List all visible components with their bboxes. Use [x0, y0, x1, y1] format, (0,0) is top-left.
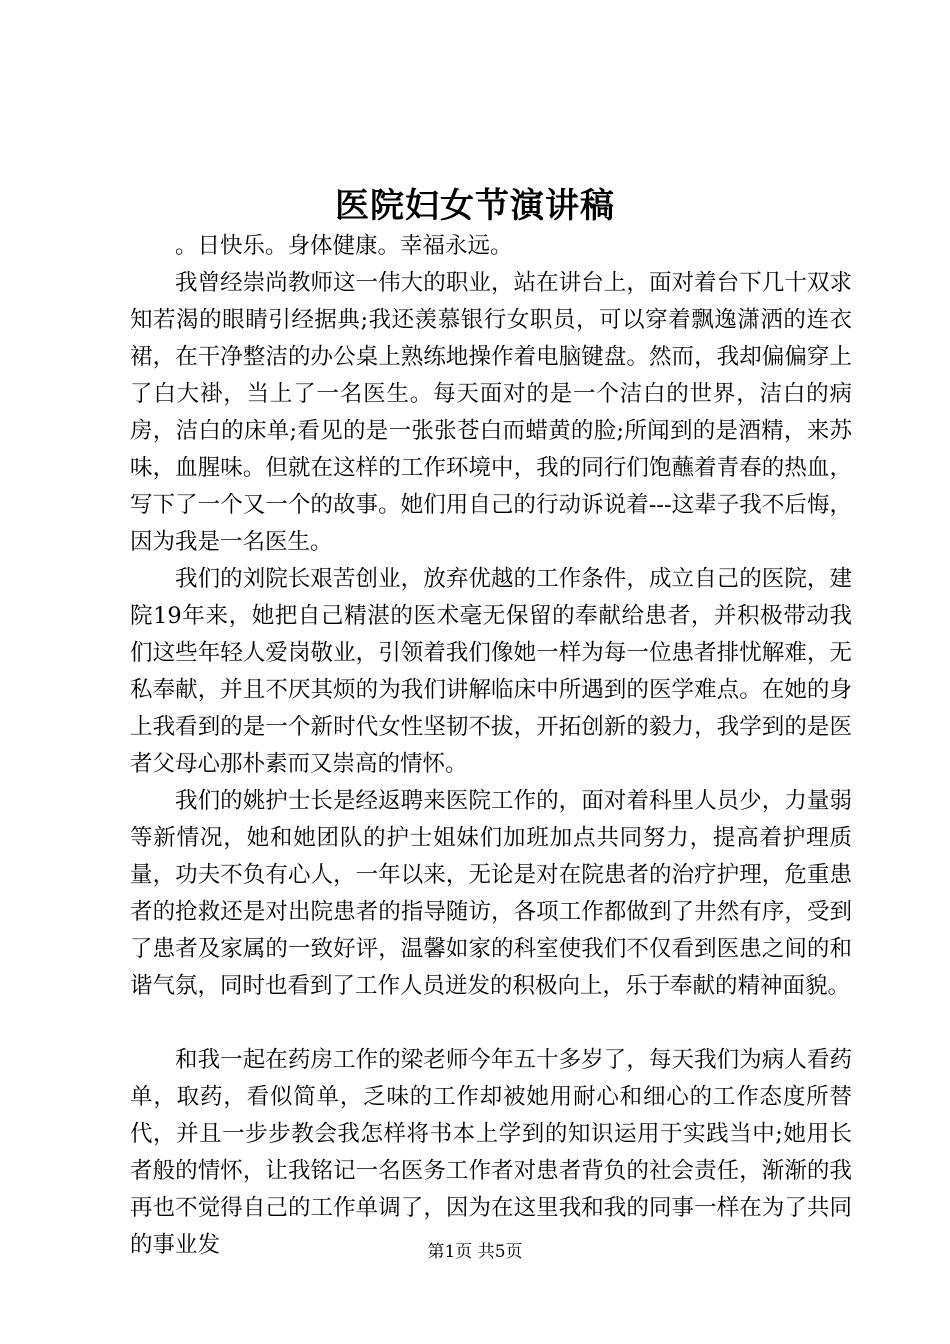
paragraph-1: 。日快乐。身体健康。幸福永远。 — [175, 233, 513, 259]
page-number: 第1页 共5页 — [427, 1242, 523, 1262]
paragraph-2: 我曾经崇尚教师这一伟大的职业，站在讲台上，面对着台下几十双求知若渴的眼睛引经据典;我还羡慕银行女职员，可以穿着飘逸潇洒的连衣裙，在干净整洁的办公桌上熟练地操作着电脑键盘。然而，我却偏偏穿上了白大褂，当上了一名医生。每天面对的是一个洁白的世界，洁白的病房，洁白的床单;看见的是一张张苍白而蜡黄的脸;所闻到的是酒精，来苏味，血腥味。但就在这样的工作环境中，我的同行们饱蘸着青春的热血，写下了一个又一个的故事。她们用自己的行动诉说着---这辈子我不后悔，因为我是一名医生。 — [130, 270, 852, 555]
page-title: 医院妇女节演讲稿 — [335, 186, 615, 226]
document-body — [130, 228, 852, 1264]
paragraph-3: 我们的刘院长艰苦创业，放弃优越的工作条件，成立自己的医院，建院19年来，她把自己精湛的医术毫无保留的奉献给患者，并积极带动我们这些年轻人爱岗敬业，引领着我们像她一样为每一位患者排忧解难，无私奉献，并且不厌其烦的为我们讲解临床中所遇到的医学难点。在她的身上我看到的是一个新时代女性坚韧不拔，开拓创新的毅力，我学到的是医者父母心那朴素而又崇高的情怀。 — [130, 566, 852, 777]
paragraph-5: 和我一起在药房工作的梁老师今年五十多岁了，每天我们为病人看药单，取药，看似简单，乏味的工作却被她用耐心和细心的工作态度所替代，并且一步步教会我怎样将书本上学到的知识运用于实践当中;她用长者般的情怀，让我铭记一名医务工作者对患者背负的社会责任，渐渐的我再也不觉得自己的工作单调了，因为在这里我和我的同事一样在为了共同的事业发 — [130, 1047, 852, 1258]
paragraph-4: 我们的姚护士长是经返聘来医院工作的，面对着科里人员少，力量弱等新情况，她和她团队的护士姐妹们加班加点共同努力，提高着护理质量，功夫不负有心人，一年以来，无论是对在院患者的治疗护理，危重患者的抢救还是对出院患者的指导随访，各项工作都做到了井然有序，受到了患者及家属的一致好评，温馨如家的科室使我们不仅看到医患之间的和谐气氛，同时也看到了工作人员迸发的积极向上，乐于奉献的精神面貌。 — [130, 788, 852, 999]
